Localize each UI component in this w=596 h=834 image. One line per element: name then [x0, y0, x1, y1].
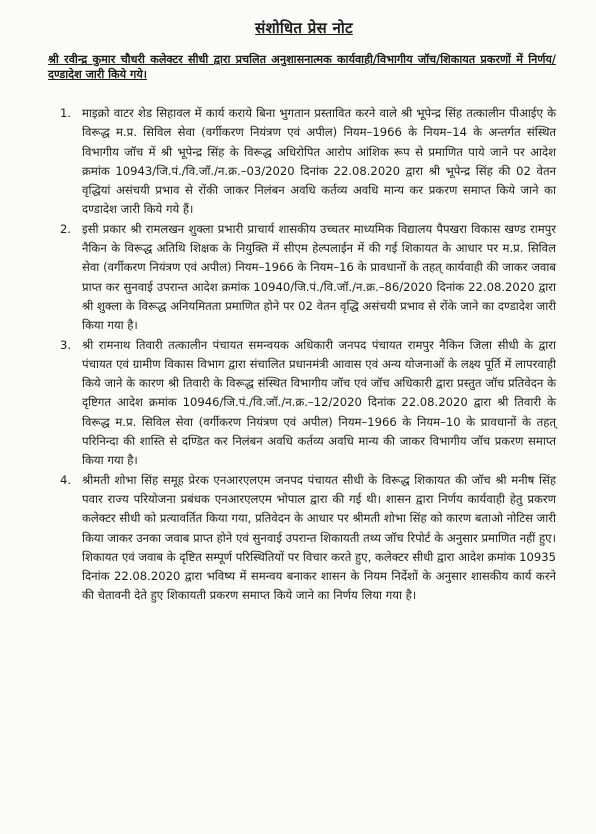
point-text: माइक्रो वाटर शेड सिहावल में कार्य कराये बिना भुगतान प्रस्तावित करने वाले श्री भूपेन्द्र सिंह तत्कालीन पीआईए के विरूद्ध म.प्र. सिविल सेवा (वर्गीकरण नियंत्रण एवं अपील) नियम–1966 के नियम–14 के अन्तर्गत संस्थित विभागीय जॉच में श्री भूपेन्द्र सिंह के विरूद्ध अधिरोपित आरोप आंशिक रूप से प्रमाणित पाये जाने पर आदेश क्रमांक 10943/जि.पं./वि.जॉ./न.क्र.–03/2020 दिनांक 22.08.2020 द्वारा श्री भूपेन्द्र सिंह की 02 वेतन वृद्धियां असंचयी प्रभाव से रोंकी जाकर निलंबन अवधि कर्तव्य अवधि मान्य कर प्रकरण समाप्त किये जाने का दण्डादेश जारी किये गये हैं।: [82, 106, 556, 217]
point-number: 2.: [60, 221, 72, 236]
points-list: [52, 104, 556, 606]
document-subheading: श्री रवीन्द्र कुमार चौधरी कलेक्टर सीधी द्वारा प्रचलित अनुशासनात्मक कार्यवाही/विभागीय जॉच/शिकायत प्रकरणों में निर्णय/दण्डादेश जारी किये गये।: [48, 53, 556, 81]
point-number: 3.: [60, 337, 72, 352]
point-number: 4.: [60, 472, 72, 487]
document-title: संशोधित प्रेस नोट: [255, 19, 353, 37]
point-text: इसी प्रकार श्री रामलखन शुक्ला प्रभारी प्राचार्य शासकीय उच्चतर माध्यमिक विद्यालय पैपखरा विकास खण्ड रामपुर नैकिन के विरूद्ध अतिथि शिक्षक के नियुक्ति में सीएम हेल्पलाईन में की गई शिकायत के आधार पर म.प्र. सिविल सेवा (वर्गीकरण नियंत्रण एवं अपील) नियम–1966 के नियम–16 के प्रावधानों के तहत् कार्यवाही की जाकर जवाब प्राप्त कर सुनवाई उपरान्त आदेश क्रमांक 10940/जि.पं./वि.जॉ./न.क्र.–86/2020 दिनांक 22.08.2020 द्वारा श्री शुक्ला के विरूद्ध अनियमितता प्रमाणित होने पर 02 वेतन वृद्धि असंचयी प्रभाव से रोंके जाने का दण्डादेश जारी किया गया है।: [82, 221, 556, 333]
point-text: श्रीमती शोभा सिंह समूह प्रेरक एनआरएलएम जनपद पंचायत सीधी के विरूद्ध शिकायत की जॉच श्री मनीष सिंह पवार राज्य परियोजना प्रबंधक एनआरएलएम भोपाल द्वारा की गई थी। शासन द्वारा निर्णय कार्यवाही हेतु प्रकरण कलेक्टर सीधी को प्रत्यावर्तित किया गया, प्रतिवेदन के आधार पर श्रीमती शोभा सिंह को कारण बताओ नोटिस जारी किया जाकर उनका जवाब प्राप्त होने एवं सुनवाई उपरान्त शिकायती तथ्य जॉच रिपोर्ट के अनुसार प्रमाणित नहीं हुए। शिकायत एवं जवाब के दृष्टित सम्पूर्ण परिस्थितियों पर विचार करते हुए, कलेक्टर सीधी द्वारा आदेश क्रमांक 10935 दिनांक 22.08.2020 द्वारा भविष्य में समन्वय बनाकर शासन के नियम निर्देशों के अनुसार शासकीय कार्य करने की चेतावनी देते हुए शिकायती प्रकरण समाप्त किये जाने का निर्णय लिया गया है।: [82, 472, 556, 603]
list-item: [52, 471, 556, 606]
point-text: श्री रामनाथ तिवारी तत्कालीन पंचायत समन्वयक अधिकारी जनपद पंचायत रामपुर नैकिन जिला सीधी के द्वारा पंचायत एवं ग्रामीण विकास विभाग द्वारा संचालित प्रधानमंत्री आवास एवं अन्य योजनाओं के लक्ष्य पूर्ति में लापरवाही किये जाने के कारण श्री तिवारी के विरूद्ध संस्थित विभागीय जॉच एवं जॉच अधिकारी द्वारा प्रस्तुत जॉच प्रतिवेदन के दृष्टिगत आदेश क्रमांक 10946/जि.पं./वि.जॉ./न.क्र.–12/2020 दिनांक 22.08.2020 द्वारा श्री तिवारी के विरूद्ध म.प्र. सिविल सेवा (वर्गीकरण नियंत्रण एवं अपील) नियम–1966 के नियम–10 के प्रावधानों के तहत् परिनिन्दा की शास्ति से दण्डित कर निलंबन अवधि कर्तव्य अवधि मान्य की जाकर विभागीय जॉच प्रकरण समाप्त किया गया है।: [82, 337, 556, 468]
list-item: [52, 336, 556, 471]
point-number: 1.: [60, 106, 72, 120]
list-item: [52, 104, 556, 220]
list-item: [52, 220, 556, 336]
